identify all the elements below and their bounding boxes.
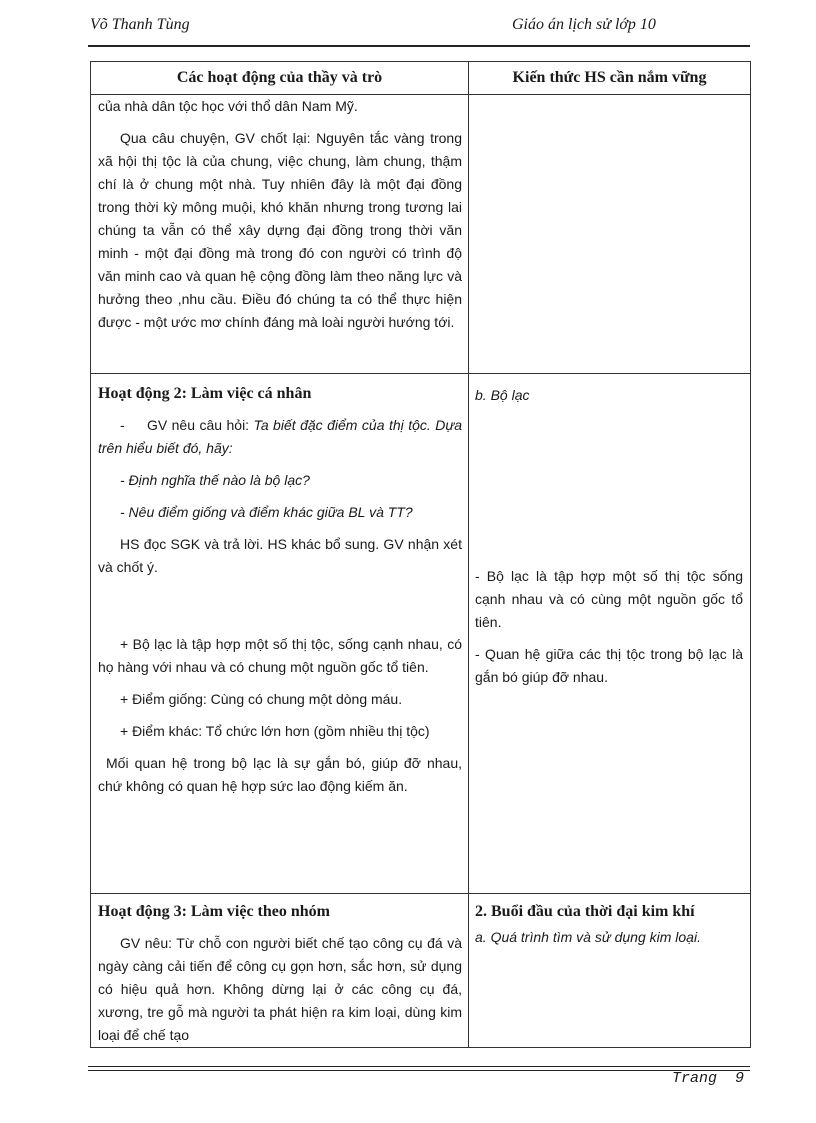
row3-knowledge-cell <box>469 894 751 1048</box>
row1-conclusion-text: Qua câu chuyện, GV chốt lại: Nguyên tắc vàng trong xã hội thị tộc là của chung, việc chung, làm chung, thậm chí là ở chung một nhà. Tuy nhiên đây là một đại đồng trong thời kỳ mông muội, khó khăn nhưng trong tương lai chúng ta vẫn có thể xây dựng đại đồng trong thời văn minh - một đại đồng mà trong đó con người có trình độ văn minh cao và quan hệ cộng đồng làm theo năng lực và hưởng theo ,nhu cầu. Điều đó chúng ta có thể thực hiện được - một ước mơ chính đáng mà loài người hướng tới. <box>98 130 462 330</box>
question-text: Ta biết đặc điểm của thị tộc. Dựa trên hiểu biết đó, hãy: <box>98 417 463 456</box>
column-header-activities: Các hoạt động của thầy và trò <box>91 62 469 95</box>
table-row <box>91 95 751 374</box>
activity-2-question <box>98 414 462 460</box>
activity-3-heading: Hoạt động 3: Làm việc theo nhóm <box>98 903 330 920</box>
lesson-table <box>90 61 751 1048</box>
footer-rule-bottom <box>88 1070 750 1071</box>
table-header-row <box>91 62 751 95</box>
answer-relationship: Mối quan hệ trong bộ lạc là sự gắn bó, giúp đỡ nhau, chứ không có quan hệ hợp sức lao động kiếm ăn. <box>98 755 462 794</box>
answer-similarity: + Điểm giống: Cùng có chung một dòng máu. <box>120 691 403 707</box>
section-title-bo-lac: b. Bộ lạc <box>475 387 530 403</box>
knowledge-definition: - Bộ lạc là tập hợp một số thị tộc sống cạnh nhau và có cùng một nguồn gốc tổ tiên. <box>475 568 743 630</box>
section-title-kim-khi: 2. Buổi đầu của thời đại kim khí <box>475 903 695 920</box>
header-rule <box>88 45 750 47</box>
page-number: Trang 9 <box>672 1070 745 1087</box>
student-task: HS đọc SGK và trả lời. HS khác bổ sung. GV nhận xét và chốt ý. <box>98 536 462 575</box>
answer-difference: + Điểm khác: Tổ chức lớn hơn (gồm nhiều thị tộc) <box>120 723 430 739</box>
activity-3-body: GV nêu: Từ chỗ con người biết chế tạo công cụ đá và ngày càng cải tiến để công cụ gọn hơn, sắc hơn, sử dụng có hiệu quả hơn. Không dừng lại ở các công cụ đá, xương, tre gỗ mà người ta phát hiện ra kim loại, dùng kim loại để chế tạo <box>98 935 462 1043</box>
row3-activities-cell <box>91 894 469 1048</box>
row1-activities-cell <box>91 95 469 374</box>
column-header-knowledge: Kiến thức HS cần nắm vững <box>469 62 751 95</box>
header-author: Võ Thanh Tùng <box>90 16 190 33</box>
row1-knowledge-cell <box>469 95 751 374</box>
table-row <box>91 374 751 894</box>
table-row <box>91 894 751 1048</box>
subsection-kim-loai: a. Quá trình tìm và sử dụng kim loại. <box>475 929 701 945</box>
question-compare: - Nêu điểm giống và điểm khác giữa BL và TT? <box>120 504 413 520</box>
row1-continuation-text: của nhà dân tộc học với thổ dân Nam Mỹ. <box>98 98 358 114</box>
activity-2-heading: Hoạt động 2: Làm việc cá nhân <box>98 385 312 402</box>
question-prefix: - GV nêu câu hỏi: <box>120 417 254 433</box>
answer-definition: + Bộ lạc là tập hợp một số thị tộc, sống cạnh nhau, có họ hàng với nhau và có chung một nguồn gốc tổ tiên. <box>98 636 462 675</box>
row2-knowledge-cell <box>469 374 751 894</box>
header-document-title: Giáo án lịch sử lớp 10 <box>512 16 656 33</box>
knowledge-relationship: - Quan hệ giữa các thị tộc trong bộ lạc là gắn bó giúp đỡ nhau. <box>475 646 743 685</box>
question-definition: - Định nghĩa thế nào là bộ lạc? <box>120 472 310 488</box>
footer-rule-top <box>88 1066 750 1067</box>
row2-activities-cell <box>91 374 469 894</box>
